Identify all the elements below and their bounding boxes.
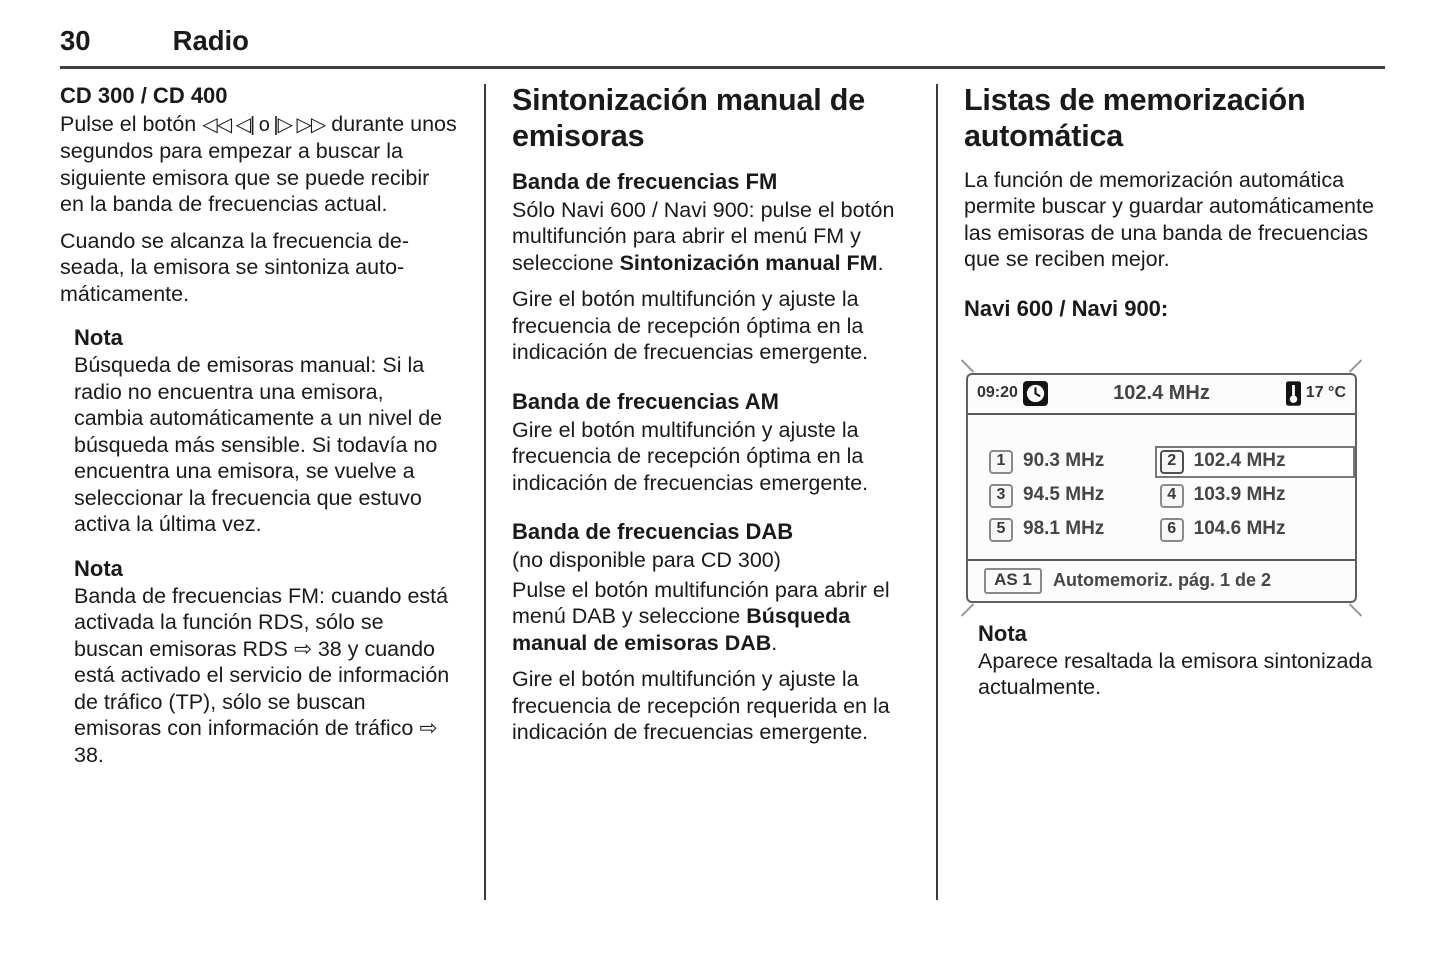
current-frequency: 102.4 MHz: [1113, 382, 1210, 405]
temperature-readout: [1286, 380, 1346, 407]
menu-item-bold: Búsqueda manual de emisoras DAB: [512, 604, 851, 655]
chapter-title: Radio: [172, 25, 249, 56]
preset-grid: [968, 446, 1355, 546]
note-label: Nota: [74, 325, 123, 351]
subheading-navi-models: Navi 600 / Navi 900:: [964, 295, 1169, 321]
preset-frequency: 90.3 MHz: [1023, 450, 1105, 472]
paragraph-fm-menu: [512, 197, 910, 277]
corner-mark: [961, 359, 974, 372]
text-fragment: durante unos segundos para empezar a buscar la siguiente emisora que se puede recibir en la banda de frecuencias actual.: [60, 111, 457, 217]
paragraph-fm-turn-knob: Gire el botón multifunción y ajuste la frecuencia de recepción óptima en la indicación de frecuencias emergente.: [512, 287, 869, 365]
preset-number-badge: 3: [989, 484, 1013, 508]
paragraph-auto-tune: Cuando se alcanza la frecuencia deseada, la emisora se sintoniza automáticamente.: [60, 228, 410, 306]
note-text: Banda de frecuencias FM: cuando está activada la función RDS, sólo se buscan emisoras RDS ⇨ 38 y cuando está activado el servicio de información de tráfico (TP), sólo se buscan emisoras con información de tráfico ⇨ 38.: [74, 583, 450, 767]
display-status-bar: [968, 375, 1355, 415]
subheading-dab-band: Banda de frecuencias DAB: [512, 519, 794, 545]
thermometer-icon: [1286, 381, 1301, 406]
corner-mark: [961, 603, 974, 616]
text-fragment: .: [877, 250, 884, 275]
preset-frequency: 103.9 MHz: [1193, 484, 1286, 506]
paragraph-am-turn-knob: Gire el botón multifunción y ajuste la frecuencia de recepción óptima en la indicación de frecuencias emergente.: [512, 417, 869, 495]
menu-item-bold: Sintonización manual FM: [619, 250, 878, 275]
three-column-layout: [60, 69, 1385, 900]
corner-mark: [1349, 603, 1362, 616]
autostore-status-text: Automemoriz. pág. 1 de 2: [1053, 570, 1272, 591]
preset-frequency: 94.5 MHz: [1023, 484, 1105, 506]
preset-number-badge: 6: [1160, 518, 1184, 542]
paragraph-dab-menu: [512, 577, 910, 657]
column-manual-tuning: [512, 82, 910, 756]
dab-availability: (no disponible para CD 300): [512, 548, 781, 573]
subheading-am-band: Banda de frecuencias AM: [512, 388, 779, 414]
seek-buttons-symbols: ◁◁ ◁| o |▷ ▷▷: [202, 113, 326, 136]
paragraph-dab-turn-knob: Gire el botón multifunción y ajuste la frecuencia de recepción requerida en la indicación de frecuencias emergente.: [512, 667, 890, 745]
clock-time: 09:20: [977, 384, 1018, 402]
preset-item-2-selected: [1155, 446, 1355, 478]
radio-display-illustration: [966, 373, 1384, 603]
temperature-value: 17 °C: [1305, 384, 1346, 402]
note-text: Búsqueda de emisoras manual: Si la radio no encuentra una emisora, cambia automáticamente a un nivel de búsqueda más sensible. Si todavía no encuentra una emisora, se vuelve a seleccionar la frecuencia que estuvo activa la última vez.: [74, 353, 443, 537]
note-label: Nota: [978, 620, 1027, 646]
column-cd300-cd400: [60, 82, 458, 769]
preset-item-4: [1155, 480, 1355, 512]
column-divider: [484, 84, 486, 900]
note-label: Nota: [74, 555, 123, 581]
column-divider: [936, 84, 938, 900]
text-fragment: .: [771, 630, 778, 655]
autostore-page-badge: AS 1: [984, 568, 1042, 594]
subheading-cd300-cd400: CD 300 / CD 400: [60, 82, 228, 108]
preset-frequency: 98.1 MHz: [1023, 518, 1105, 540]
paragraph-autostore-description: La función de memorización automática permite buscar y guardar automáticamente las emisoras de una banda de frecuencias que se reciben mejor.: [964, 167, 1374, 272]
preset-number-badge: 4: [1160, 484, 1184, 508]
preset-frequency: 102.4 MHz: [1193, 450, 1286, 472]
text-fragment: Sólo Navi 600 / Navi 900: pulse el botón multifunción para abrir el menú FM y seleccione: [512, 197, 895, 275]
paragraph-seek-buttons: [60, 111, 458, 218]
preset-item-3: [984, 480, 1155, 512]
page-header: [60, 0, 1385, 66]
preset-item-6: [1155, 514, 1355, 546]
text-fragment: Pulse el botón multifunción para abrir el menú DAB y seleccione: [512, 577, 890, 629]
column-autostore-lists: [964, 82, 1384, 701]
display-footer-bar: [968, 559, 1355, 601]
page-number: 30: [60, 25, 91, 56]
clock-icon: [1023, 381, 1048, 406]
text-fragment: Pulse el botón: [60, 111, 203, 136]
preset-frequency: 104.6 MHz: [1193, 518, 1286, 540]
heading-autostore-lists: Listas de memorización automática: [964, 82, 1306, 153]
infotainment-display: [966, 373, 1357, 603]
corner-mark: [1349, 359, 1362, 372]
heading-manual-tuning: Sintonización manual de emisoras: [512, 82, 865, 153]
preset-list-area: [968, 415, 1355, 559]
display-frame: [966, 373, 1357, 603]
note-manual-search: [74, 324, 458, 538]
note-fm-rds: [74, 555, 458, 769]
preset-item-5: [984, 514, 1155, 546]
preset-item-1: [984, 446, 1155, 478]
preset-number-badge: 5: [989, 518, 1013, 542]
preset-number-badge: 2: [1160, 450, 1184, 474]
note-text: Aparece resaltada la emisora sintonizada actualmente.: [978, 648, 1373, 700]
preset-number-badge: 1: [989, 450, 1013, 474]
subheading-fm-band: Banda de frecuencias FM: [512, 168, 778, 194]
note-highlighted-station: [978, 620, 1384, 701]
